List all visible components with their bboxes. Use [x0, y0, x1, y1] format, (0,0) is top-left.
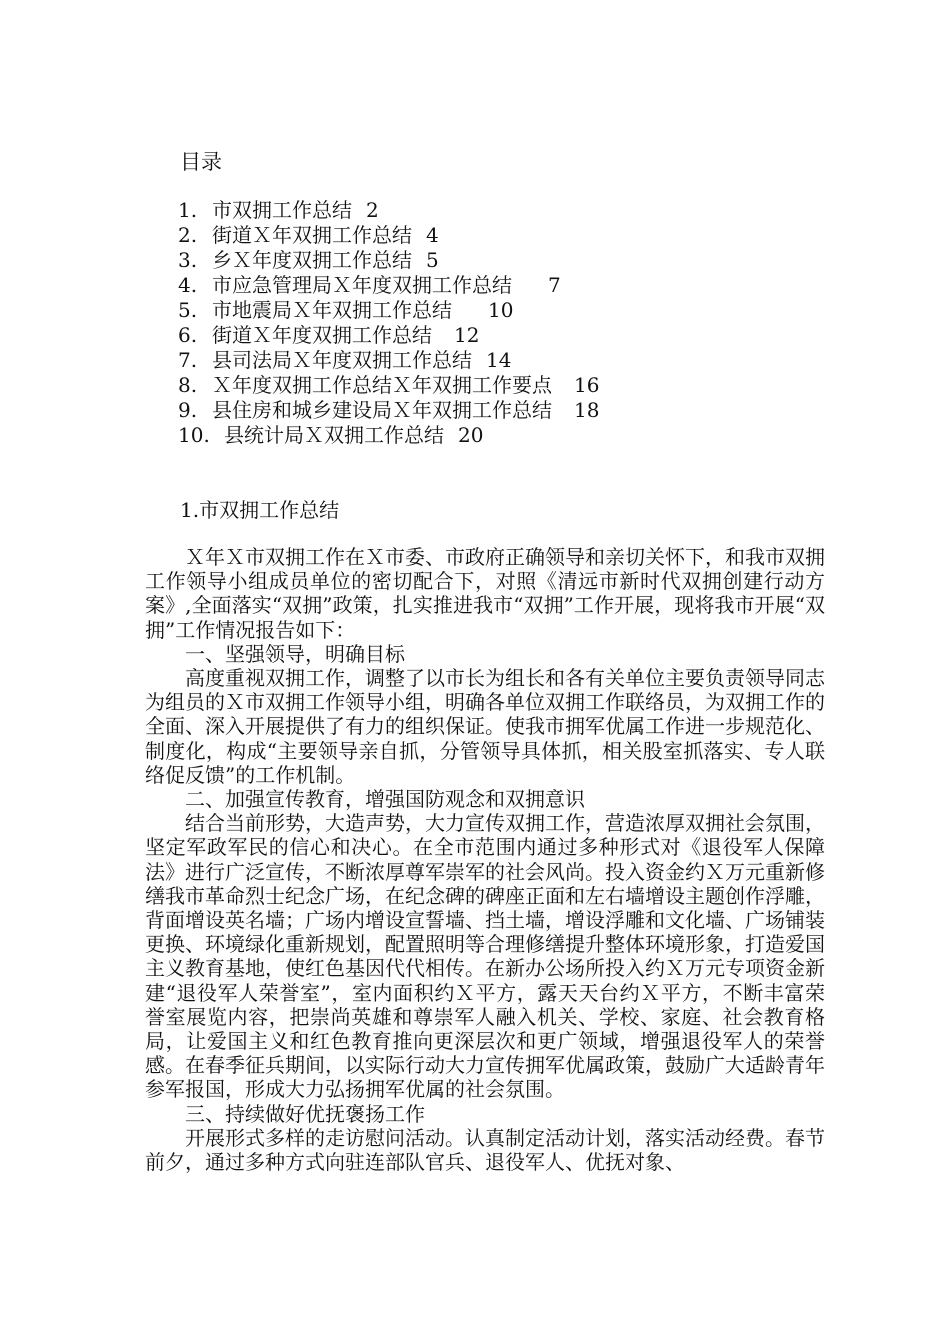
toc-item[interactable] — [178, 423, 798, 448]
toc-item-number: 10. — [178, 423, 210, 447]
toc-item-title: 县住房和城乡建设局Ｘ年双拥工作总结 — [212, 398, 552, 422]
toc-item-number: 4. — [178, 273, 198, 297]
toc-item-page: 18 — [574, 398, 600, 422]
toc-item[interactable] — [178, 223, 798, 248]
subheading: 一、坚强领导，明确目标 — [185, 641, 405, 666]
toc-item-title: 市地震局Ｘ年双拥工作总结 — [212, 298, 452, 322]
toc-item-page: 20 — [458, 423, 484, 447]
toc-item[interactable] — [178, 248, 798, 273]
toc-item-title: 街道Ｘ年度双拥工作总结 — [212, 323, 432, 347]
toc-item-number: 8. — [178, 373, 198, 397]
toc-item-title: 市双拥工作总结 — [212, 198, 352, 222]
toc-item-number: 5. — [178, 298, 198, 322]
toc-item[interactable] — [178, 273, 798, 298]
toc-item-page: 12 — [454, 323, 480, 347]
toc-item-page: 4 — [426, 223, 439, 247]
toc-item-page: 7 — [548, 273, 561, 297]
toc-item-page: 14 — [486, 348, 512, 372]
toc-item-title: 县统计局Ｘ双拥工作总结 — [224, 423, 444, 447]
toc-item-page: 5 — [426, 248, 439, 272]
toc-item-number: 6. — [178, 323, 198, 347]
toc-item[interactable] — [178, 198, 798, 223]
paragraph: 结合当前形势，大造声势，大力宣传双拥工作，营造浓厚双拥社会氛围，坚定军政军民的信心和决心。在全市范围内通过多种形式对《退役军人保障法》进行广泛宣传，不断浓厚尊军崇军的社会风尚。投入资金约Ｘ万元重新修缮我市革命烈士纪念广场，在纪念碑的碑座正面和左右墙增设主题创作浮雕，背面增设英名墙；广场内增设宣誓墙、挡土墙，增设浮雕和文化墙、广场铺装更换、环境绿化重新规划，配置照明等合理修缮提升整体环境形象，打造爱国主义教育基地，使红色基因代代相传。在新办公场所投入约Ｘ万元专项资金新建“退役军人荣誉室”，室内面积约Ｘ平方，露天天台约Ｘ平方，不断丰富荣誉室展览内容，把崇尚英雄和尊崇军人融入机关、学校、家庭、社会教育格局，让爱国主义和红色教育推向更深层次和更广领域，增强退役军人的荣誉感。在春季征兵期间，以实际行动大力宣传拥军优属政策，鼓励广大适龄青年参军报国，形成大力弘扬拥军优属的社会氛围。 — [145, 811, 825, 1102]
toc-item-number: 9. — [178, 398, 198, 422]
toc-item-title: 县司法局Ｘ年度双拥工作总结 — [212, 348, 472, 372]
toc-item-number: 2. — [178, 223, 198, 247]
section-title: 1.市双拥工作总结 — [180, 498, 340, 522]
toc-item-page: 10 — [488, 298, 514, 322]
subheading: 二、加强宣传教育，增强国防观念和双拥意识 — [185, 787, 585, 812]
toc-item-title: 市应急管理局Ｘ年度双拥工作总结 — [212, 273, 512, 297]
toc-item-number: 7. — [178, 348, 198, 372]
toc-item[interactable] — [178, 348, 798, 373]
toc-item-title: 乡Ｘ年度双拥工作总结 — [212, 248, 412, 272]
subheading: 三、持续做好优抚褒扬工作 — [185, 1101, 425, 1126]
paragraph: 开展形式多样的走访慰问活动。认真制定活动计划，落实活动经费。春节前夕，通过多种方式向驻连部队官兵、退役军人、优抚对象、 — [145, 1125, 825, 1175]
document-body — [145, 545, 825, 1174]
table-of-contents — [178, 198, 798, 448]
paragraph: Ｘ年Ｘ市双拥工作在Ｘ市委、市政府正确领导和亲切关怀下，和我市双拥工作领导小组成员单位的密切配合下，对照《清远市新时代双拥创建行动方案》,全面落实“双拥”政策，扎实推进我市“双拥”工作开展，现将我市开展“双拥”工作情况报告如下： — [145, 545, 825, 642]
paragraph: 高度重视双拥工作，调整了以市长为组长和各有关单位主要负责领导同志为组员的Ｘ市双拥工作领导小组，明确各单位双拥工作联络员，为双拥工作的全面、深入开展提供了有力的组织保证。使我市拥军优属工作进一步规范化、制度化，构成“主要领导亲自抓，分管领导具体抓，相关股室抓落实、专人联络促反馈”的工作机制。 — [145, 666, 825, 787]
toc-item[interactable] — [178, 373, 798, 398]
toc-item[interactable] — [178, 323, 798, 348]
toc-item[interactable] — [178, 298, 798, 323]
toc-item-title: Ｘ年度双拥工作总结Ｘ年双拥工作要点 — [212, 373, 552, 397]
toc-item-number: 3. — [178, 248, 198, 272]
toc-item[interactable] — [178, 398, 798, 423]
toc-item-page: 16 — [574, 373, 600, 397]
toc-item-number: 1. — [178, 198, 198, 222]
toc-item-title: 街道Ｘ年双拥工作总结 — [212, 223, 412, 247]
toc-item-page: 2 — [366, 198, 379, 222]
toc-title: 目录 — [180, 150, 222, 174]
